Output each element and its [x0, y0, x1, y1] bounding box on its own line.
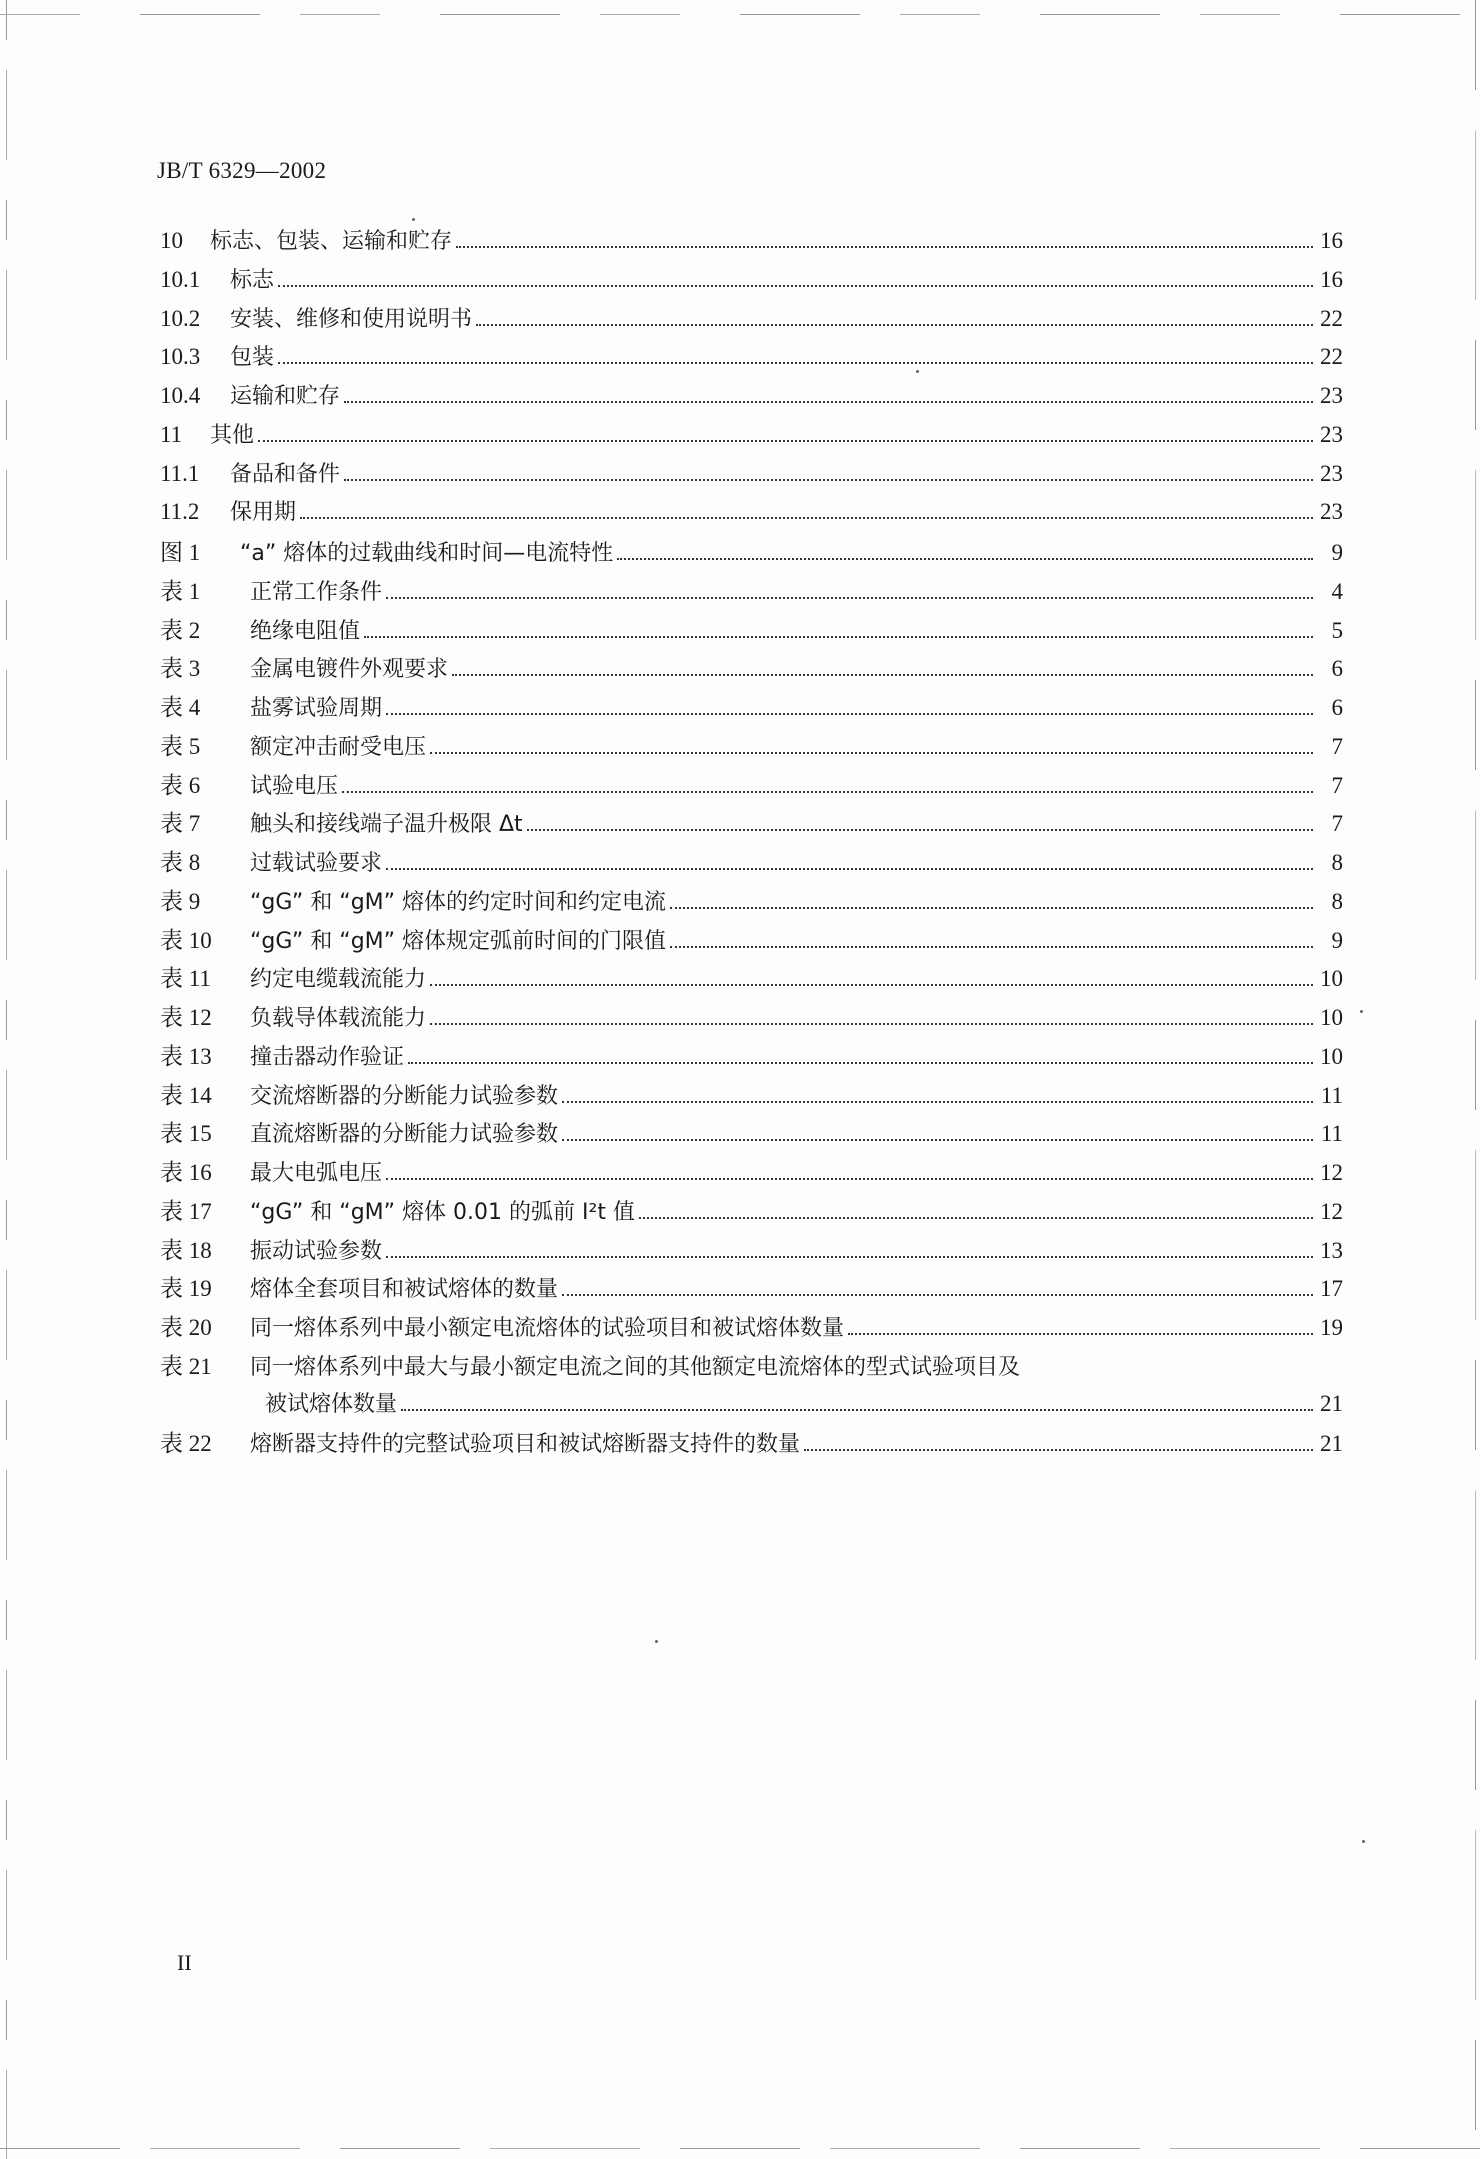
- toc-leader-dots: [562, 1139, 1313, 1141]
- toc-entry[interactable]: [160, 457, 1343, 496]
- toc-leader-dots: [476, 324, 1313, 326]
- toc-entry-page: 19: [1320, 1315, 1343, 1340]
- toc-leader-dots: [386, 1256, 1313, 1258]
- toc-entry-title: 运输和贮存: [230, 384, 341, 409]
- toc-entry[interactable]: [160, 263, 1343, 302]
- toc-leader-dots: [430, 752, 1313, 754]
- toc-leader-dots: [386, 1178, 1313, 1180]
- toc-entry-title: 额定冲击耐受电压: [250, 734, 427, 760]
- toc-entry-page: 6: [1331, 656, 1343, 682]
- toc-entry-page: 4: [1331, 578, 1343, 604]
- toc-leader-dots: [617, 558, 1313, 560]
- toc-entry[interactable]: [160, 573, 1343, 612]
- toc-entry-number: 11.2: [160, 499, 200, 525]
- toc-entry-title: 约定电缆载流能力: [250, 967, 427, 993]
- toc-entry-title: 正常工作条件: [250, 579, 383, 605]
- toc-leader-dots: [278, 285, 1313, 287]
- toc-entry-title: 其他: [210, 422, 255, 448]
- toc-entry-title: 熔断器支持件的完整试验项目和被试熔断器支持件的数量: [250, 1432, 801, 1458]
- scan-edge-right: [1475, 0, 1476, 2159]
- toc-entry-number: 表 15: [160, 1121, 212, 1147]
- toc-entry-number: 10.3: [160, 344, 201, 370]
- toc-entry-number: 表 4: [160, 695, 201, 720]
- toc-leader-dots: [670, 946, 1313, 948]
- toc-entry-title: 最大电弧电压: [250, 1161, 383, 1186]
- toc-entry-number: 表 12: [160, 1005, 212, 1030]
- toc-entry-title: 绝缘电阻值: [250, 618, 361, 644]
- toc-entry-number: 表 7: [160, 811, 201, 837]
- toc-entry[interactable]: [160, 844, 1343, 883]
- toc-entry[interactable]: [160, 883, 1343, 922]
- toc-entry-page: 6: [1331, 695, 1343, 720]
- toc-entry-title: 过载试验要求: [250, 851, 383, 876]
- toc-entry-title: 被试熔体数量: [265, 1391, 398, 1417]
- toc-entry-title: 安装、维修和使用说明书: [230, 306, 473, 332]
- toc-entry-page: 11: [1320, 1121, 1343, 1147]
- toc-entry-title: 备品和备件: [230, 461, 341, 487]
- toc-entry-title: “a” 熔体的过载曲线和时间—电流特性: [240, 541, 614, 566]
- toc-leader-dots: [639, 1217, 1313, 1219]
- toc-entry-page: 8: [1331, 888, 1343, 914]
- toc-entry-page: 23: [1320, 421, 1343, 447]
- toc-entry-page: 10: [1320, 1005, 1343, 1030]
- toc-entry-number: 10.1: [160, 266, 201, 292]
- table-of-contents: [160, 224, 1343, 1464]
- toc-entry-number: 10: [160, 228, 183, 253]
- toc-entry-page: 22: [1320, 305, 1343, 331]
- toc-leader-dots: [848, 1333, 1313, 1335]
- toc-entry-page: 16: [1320, 228, 1343, 253]
- toc-entry[interactable]: [160, 1387, 1343, 1426]
- toc-entry[interactable]: [160, 612, 1343, 651]
- page-number: II: [177, 1950, 192, 1975]
- toc-entry[interactable]: [160, 534, 1343, 573]
- toc-entry[interactable]: [160, 1193, 1343, 1232]
- toc-leader-dots: [386, 597, 1313, 599]
- toc-entry-number: 图 1: [160, 540, 201, 565]
- toc-entry-title: 盐雾试验周期: [250, 696, 383, 721]
- standard-code-header: JB/T 6329—2002: [157, 158, 327, 183]
- toc-entry-title: “gG” 和 “gM” 熔体 0.01 的弧前 I²t 值: [250, 1199, 635, 1225]
- toc-entry[interactable]: [160, 960, 1343, 999]
- toc-entry-title: 同一熔体系列中最小额定电流熔体的试验项目和被试熔体数量: [250, 1316, 845, 1341]
- toc-entry[interactable]: [160, 1425, 1343, 1464]
- toc-leader-dots: [408, 1062, 1313, 1064]
- toc-entry-number: 表 20: [160, 1315, 212, 1340]
- toc-entry-number: 表 1: [160, 578, 201, 604]
- toc-entry-page: 7: [1331, 733, 1343, 759]
- toc-leader-dots: [452, 674, 1313, 676]
- toc-leader-dots: [562, 1294, 1313, 1296]
- toc-entry[interactable]: [160, 1309, 1343, 1348]
- toc-entry-title: “gG” 和 “gM” 熔体的约定时间和约定电流: [250, 889, 667, 915]
- toc-entry[interactable]: [160, 1077, 1343, 1116]
- toc-leader-dots: [430, 1023, 1313, 1025]
- toc-entry-number: 表 22: [160, 1431, 212, 1457]
- toc-entry[interactable]: [160, 1232, 1343, 1271]
- toc-leader-dots: [386, 713, 1313, 715]
- toc-entry-number: 11.1: [160, 460, 200, 486]
- scan-speck: [412, 218, 415, 221]
- toc-entry-page: 7: [1331, 811, 1343, 837]
- toc-entry-number: 表 14: [160, 1082, 212, 1108]
- toc-entry[interactable]: [160, 379, 1343, 418]
- toc-entry-number: 表 3: [160, 656, 201, 682]
- toc-entry-page: 13: [1320, 1237, 1343, 1263]
- toc-entry-page: 8: [1331, 850, 1343, 875]
- toc-entry-number: 表 2: [160, 617, 201, 643]
- toc-entry[interactable]: [160, 495, 1343, 534]
- toc-entry-title: 试验电压: [250, 773, 339, 799]
- toc-entry-title: 保用期: [230, 500, 297, 526]
- toc-entry-page: 23: [1320, 460, 1343, 486]
- toc-leader-dots: [804, 1449, 1313, 1451]
- toc-entry[interactable]: [160, 1115, 1343, 1154]
- toc-entry[interactable]: [160, 805, 1343, 844]
- toc-entry[interactable]: [160, 1270, 1343, 1309]
- toc-entry[interactable]: [160, 1154, 1343, 1193]
- toc-leader-dots: [300, 517, 1313, 519]
- toc-entry[interactable]: [160, 767, 1343, 806]
- toc-entry-page: 7: [1331, 772, 1343, 798]
- toc-leader-dots: [364, 636, 1313, 638]
- toc-leader-dots: [386, 868, 1313, 870]
- toc-entry-page: 12: [1320, 1198, 1343, 1224]
- toc-entry-title: 振动试验参数: [250, 1238, 383, 1264]
- toc-entry-number: 表 18: [160, 1237, 212, 1263]
- toc-entry[interactable]: [160, 1348, 1343, 1387]
- toc-entry-title: “gG” 和 “gM” 熔体规定弧前时间的门限值: [250, 928, 667, 954]
- toc-entry-number: 11: [160, 421, 183, 447]
- toc-entry-page: 21: [1320, 1431, 1343, 1457]
- toc-leader-dots: [344, 401, 1313, 403]
- toc-entry[interactable]: [160, 224, 1343, 263]
- toc-leader-dots: [430, 984, 1313, 986]
- scan-speck: [655, 1640, 658, 1643]
- scan-edge-bottom: [0, 2148, 1480, 2149]
- toc-entry-page: 16: [1320, 266, 1343, 292]
- toc-entry-title: 负载导体载流能力: [250, 1006, 427, 1031]
- toc-entry[interactable]: [160, 418, 1343, 457]
- toc-leader-dots: [562, 1101, 1313, 1103]
- toc-entry-title: 同一熔体系列中最大与最小额定电流之间的其他额定电流熔体的型式试验项目及: [250, 1354, 1021, 1380]
- toc-entry[interactable]: [160, 728, 1343, 767]
- toc-entry-title: 金属电镀件外观要求: [250, 657, 449, 683]
- toc-entry-number: 表 13: [160, 1043, 212, 1069]
- toc-entry-page: 5: [1331, 617, 1343, 643]
- toc-entry-number: 表 11: [160, 966, 211, 992]
- toc-entry-title: 直流熔断器的分断能力试验参数: [250, 1122, 559, 1148]
- scan-speck: [1360, 1010, 1363, 1013]
- toc-entry-page: 22: [1320, 344, 1343, 370]
- toc-leader-dots: [278, 362, 1313, 364]
- scan-edge-top: [0, 14, 1480, 15]
- toc-leader-dots: [456, 246, 1313, 248]
- toc-entry-number: 表 19: [160, 1276, 212, 1302]
- toc-entry-page: 23: [1320, 383, 1343, 408]
- toc-entry-title: 交流熔断器的分断能力试验参数: [250, 1083, 559, 1109]
- toc-leader-dots: [527, 829, 1313, 831]
- toc-entry-page: 9: [1331, 927, 1343, 953]
- toc-entry-number: 表 6: [160, 772, 201, 798]
- toc-entry-title: 撞击器动作验证: [250, 1044, 405, 1070]
- toc-entry-title: 标志: [230, 267, 275, 293]
- toc-entry[interactable]: [160, 650, 1343, 689]
- toc-entry-number: 表 21: [160, 1353, 212, 1379]
- toc-entry-number: 10.4: [160, 383, 201, 408]
- toc-leader-dots: [344, 479, 1313, 481]
- toc-entry-page: 21: [1320, 1390, 1343, 1416]
- toc-entry-page: 17: [1320, 1276, 1343, 1302]
- toc-entry[interactable]: [160, 922, 1343, 961]
- toc-entry-page: 23: [1320, 499, 1343, 525]
- toc-entry-title: 包装: [230, 345, 275, 371]
- toc-entry-number: 10.2: [160, 305, 201, 331]
- toc-entry-number: 表 8: [160, 850, 201, 875]
- toc-entry-page: 11: [1320, 1082, 1343, 1108]
- toc-entry-title: 熔体全套项目和被试熔体的数量: [250, 1277, 559, 1303]
- toc-entry[interactable]: [160, 302, 1343, 341]
- toc-leader-dots: [401, 1409, 1313, 1411]
- toc-entry[interactable]: [160, 689, 1343, 728]
- scan-speck: [1362, 1840, 1365, 1843]
- toc-entry-number: 表 16: [160, 1160, 212, 1185]
- toc-leader-dots: [342, 791, 1313, 793]
- toc-entry[interactable]: [160, 1038, 1343, 1077]
- toc-entry-number: 表 17: [160, 1198, 212, 1224]
- toc-entry[interactable]: [160, 999, 1343, 1038]
- toc-entry-number: 表 10: [160, 927, 212, 953]
- toc-entry-number: 表 9: [160, 888, 201, 914]
- toc-leader-dots: [670, 907, 1313, 909]
- scan-edge-left: [6, 0, 7, 2159]
- toc-entry-page: 12: [1320, 1160, 1343, 1185]
- toc-entry-page: 10: [1320, 966, 1343, 992]
- toc-entry-page: 9: [1331, 540, 1343, 565]
- toc-entry-number: 表 5: [160, 733, 201, 759]
- toc-entry-title: 触头和接线端子温升极限 Δt: [250, 812, 523, 838]
- toc-entry[interactable]: [160, 340, 1343, 379]
- toc-entry-title: 标志、包装、运输和贮存: [210, 229, 453, 254]
- toc-leader-dots: [258, 440, 1313, 442]
- toc-entry-page: 10: [1320, 1043, 1343, 1069]
